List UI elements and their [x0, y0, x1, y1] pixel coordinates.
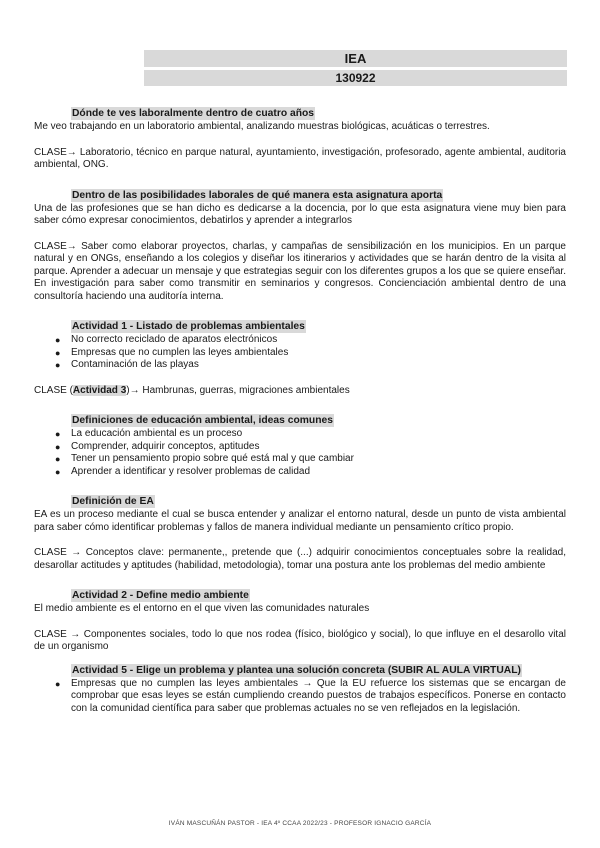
list-item: ● Tener un pensamiento propio sobre qué está mal y que cambiar	[55, 453, 354, 464]
bullet-icon: ●	[55, 441, 61, 452]
document-code: 130922	[144, 70, 567, 86]
list-item: ● No correcto reciclado de aparatos electrónicos	[55, 334, 278, 345]
list-item: ● Aprender a identificar y resolver problemas de calidad	[55, 465, 311, 477]
section-subject-contribution	[34, 185, 566, 304]
section-definitions	[34, 410, 566, 478]
class-notes: CLASE → Componentes sociales, todo lo que nos rodea (físico, biológico y social), lo que influye en el desarollo vital de un organismo	[34, 628, 566, 652]
class-notes: CLASE→ Laboratorio, técnico en parque natural, ayuntamiento, investigación, profesorado, agente ambiental, auditoria ambiental, ONG.	[34, 146, 566, 170]
page-footer: IVÁN MASCUÑÁN PASTOR - IEA 4º CCAA 2022/23 - PROFESOR IGNACIO GARCÍA	[168, 820, 432, 827]
bullet-list	[34, 428, 566, 478]
class-notes: CLASE→ Saber como elaborar proyectos, charlas, y campañas de sensibilización en los municipios. En un parque natural y en ONGs, enseñando a los colegios y diseñar los itinerarios y actividades que se harán dentro de la visita al parque. Aprender a adecuar un mensaje y que estrategias seguir con los diferentes grupos a los que se quiere enseñar. En investigación para saber como transmitir en seminarios y congresos. Concienciación ambiental dentro de una consultoría haciendo una auditoría interna.	[34, 240, 566, 302]
paragraph: Una de las profesiones que se han dicho es dedicarse a la docencia, por lo que esta asignatura viene muy bien para saber cómo expresar conocimientos, debatirlos y aprender a integrarlos	[34, 202, 566, 226]
section-heading: Dentro de las posibilidades laborales de qué manera esta asignatura aporta	[72, 189, 443, 201]
list-item: ● La educación ambiental es un proceso	[55, 428, 243, 439]
bullet-list	[34, 678, 566, 716]
section-activity-5	[34, 660, 566, 716]
bullet-icon: ●	[55, 466, 61, 477]
bullet-icon: ●	[55, 360, 61, 370]
section-heading: Actividad 5 - Elige un problema y plantea una solución concreta (SUBIR AL AULA VIRTUAL)	[72, 664, 521, 676]
list-item: ● Comprender, adquirir conceptos, aptitudes	[55, 440, 260, 452]
paragraph: Me veo trabajando en un laboratorio ambiental, analizando muestras biológicas, acuáticas o terrestres.	[34, 121, 490, 132]
bullet-icon: ●	[55, 429, 61, 439]
bullet-list	[34, 334, 566, 372]
section-heading: Dónde te ves laboralmente dentro de cuatro años	[72, 108, 315, 119]
bullet-icon: ●	[55, 678, 61, 689]
bullet-icon: ●	[55, 454, 61, 464]
section-heading: Definiciones de educación ambiental, ideas comunes	[72, 415, 333, 426]
section-ea-definition	[34, 491, 566, 572]
document-page	[34, 50, 566, 715]
section-activity-1	[34, 316, 566, 397]
section-heading: Definición de EA	[72, 496, 154, 507]
paragraph: EA es un proceso mediante el cual se busca entender y analizar el entorno natural, desde un punto de vista ambiental para saber cómo identificar problemas y fallos de manera individual mediante un pensamiento crítico propio.	[34, 509, 566, 533]
bullet-icon: ●	[55, 347, 61, 358]
paragraph: El medio ambiente es el entorno en el que viven las comunidades naturales	[34, 603, 370, 614]
list-item: ● Empresas que no cumplen las leyes ambientales → Que la EU refuerce los sistemas que se encargan de comprobar que esas leyes se están cumpliendo creando puestos de trabajos específicos. Ponerse en contacto con la comunidad científica para saber que problemas actuales no se ven reflejados en la legislación.	[55, 677, 566, 714]
document-title: IEA	[144, 50, 567, 67]
activity-reference: Actividad 3	[72, 384, 127, 396]
section-activity-2	[34, 585, 566, 654]
list-item: ● Empresas que no cumplen las leyes ambientales	[55, 346, 289, 358]
class-notes: CLASE → Conceptos clave: permanente,, pretende que (...) adquirir conocimientos conceptuales sobre la realidad, desarollar actitudes y aptitudes (habilidad, metodologia), tomar una postura ante los problemas del medio ambiente	[34, 547, 566, 571]
section-future-work	[34, 103, 566, 172]
bullet-icon: ●	[55, 335, 61, 345]
class-notes: CLASE (Actividad 3)→ Hambrunas, guerras, migraciones ambientales	[34, 384, 350, 396]
section-heading: Actividad 1 - Listado de problemas ambientales	[72, 321, 305, 332]
list-item: ● Contaminación de las playas	[55, 359, 199, 370]
section-heading: Actividad 2 - Define medio ambiente	[72, 590, 249, 601]
